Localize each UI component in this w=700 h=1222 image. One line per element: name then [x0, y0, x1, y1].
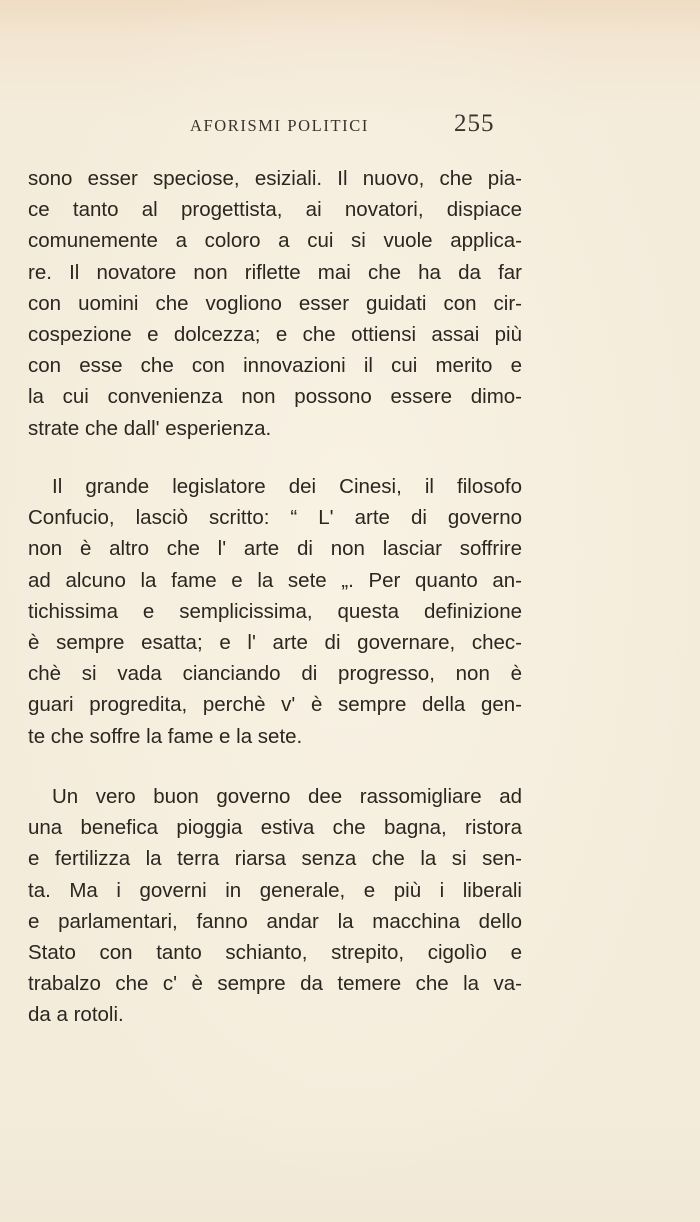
text-line: da a rotoli.	[28, 1003, 124, 1027]
running-head	[0, 112, 700, 142]
text-line: comunemente a coloro a cui si vuole applica-	[28, 229, 522, 253]
text-line: Il grande legislatore dei Cinesi, il filosofo	[52, 475, 522, 498]
text-line: e parlamentari, fanno andar la macchina dello	[28, 909, 522, 933]
running-title: AFORISMI POLITICI	[190, 116, 369, 135]
text-line: cospezione e dolcezza; e che ottiensi assai più	[28, 322, 522, 346]
text-line: Confucio, lasciò scritto: “ L' arte di governo	[28, 506, 522, 530]
text-line: sono esser speciose, esiziali. Il nuovo, che pia-	[28, 167, 522, 190]
text-line: e fertilizza la terra riarsa senza che la si sen-	[28, 847, 522, 871]
text-line: guari progredita, perchè v' è sempre della gen-	[28, 693, 522, 717]
text-line: trabalzo che c' è sempre da temere che la va-	[28, 972, 522, 996]
paragraph-2	[28, 471, 522, 752]
text-line: strate che dall' esperienza.	[28, 416, 272, 440]
text-line: non è altro che l' arte di non lasciar soffrire	[28, 537, 522, 561]
text-line: chè si vada cianciando di progresso, non è	[28, 662, 522, 686]
text-line: con esse che con innovazioni il cui merito e	[28, 354, 522, 378]
text-line: con uomini che vogliono esser guidati con cir-	[28, 291, 522, 315]
text-line: è sempre esatta; e l' arte di governare, chec-	[28, 630, 522, 654]
text-line: re. Il novatore non riflette mai che ha da far	[28, 260, 522, 284]
paragraph-3	[28, 781, 522, 1031]
text-line: tichissima e semplicissima, questa definizione	[28, 599, 522, 623]
page-number: 255	[454, 110, 495, 137]
text-line: ce tanto al progettista, ai novatori, dispiace	[28, 198, 522, 222]
text-line: una benefica pioggia estiva che bagna, ristora	[28, 816, 522, 840]
text-line: Un vero buon governo dee rassomigliare ad	[52, 785, 522, 808]
text-line: Stato con tanto schianto, strepito, cigolìo e	[28, 940, 522, 964]
text-line: la cui convenienza non possono essere dimo-	[28, 385, 522, 409]
text-line: te che soffre la fame e la sete.	[28, 724, 303, 748]
paragraph-1	[28, 163, 522, 444]
text-line: ad alcuno la fame e la sete „. Per quanto an-	[28, 568, 522, 592]
text-line: ta. Ma i governi in generale, e più i liberali	[28, 878, 522, 902]
